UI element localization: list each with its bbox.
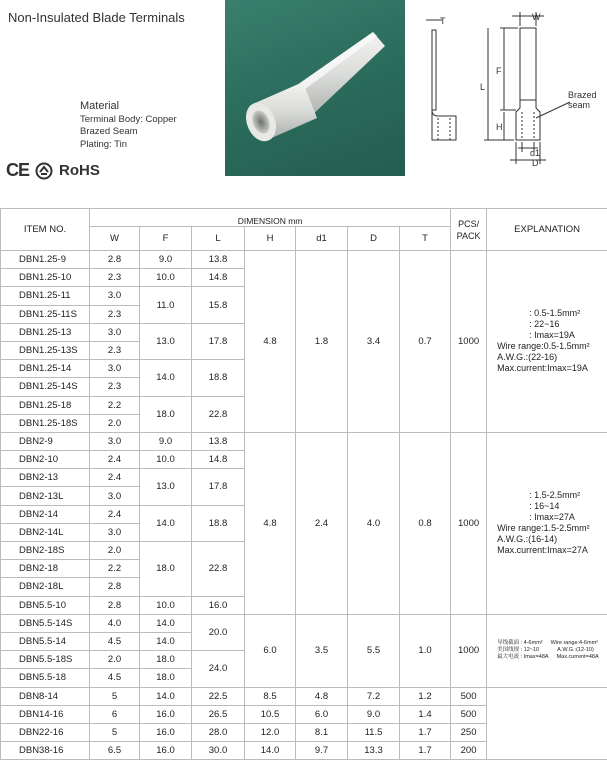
- cell-T: 1.0: [400, 614, 451, 687]
- label-T: T: [440, 16, 446, 26]
- header-pcs: PCS/ PACK: [451, 209, 487, 251]
- label-brazed: Brazed: [568, 90, 597, 100]
- cell-F: 10.0: [140, 596, 192, 614]
- cell-L: 20.0: [192, 614, 245, 650]
- item-no: DBN2-10: [1, 451, 90, 469]
- cell-explanation: 导线截面 : 4-6mm² Wire range:4-6mm² 美国线规 : 12~10 A.W.G.:(12-10) 最大电流 : Imax=48A Max.current=48A: [487, 614, 607, 687]
- cell-L: 14.8: [192, 451, 245, 469]
- cell-D: 4.0: [348, 432, 400, 614]
- cell-L: 22.8: [192, 396, 245, 432]
- label-W: W: [532, 12, 541, 22]
- label-L: L: [480, 82, 486, 92]
- cell-F: 14.0: [140, 360, 192, 396]
- item-no: DBN22-16: [1, 723, 90, 741]
- recycle-icon: [35, 162, 53, 180]
- cell-W: 6.5: [90, 742, 140, 760]
- item-no: DBN5.5-18S: [1, 651, 90, 669]
- item-no: DBN5.5-14: [1, 632, 90, 650]
- cell-W: 2.3: [90, 305, 140, 323]
- cell-H: 6.0: [245, 614, 296, 687]
- label-F: F: [496, 66, 502, 76]
- header-W: W: [90, 227, 140, 251]
- cell-F: 9.0: [140, 251, 192, 269]
- cell-pcs: 500: [451, 705, 487, 723]
- cell-H: 8.5: [245, 687, 296, 705]
- item-no: DBN1.25-13S: [1, 341, 90, 359]
- cell-D: 3.4: [348, 251, 400, 433]
- cell-W: 4.5: [90, 669, 140, 687]
- cell-pcs: 500: [451, 687, 487, 705]
- cell-L: 22.5: [192, 687, 245, 705]
- item-no: DBN1.25-10: [1, 269, 90, 287]
- item-no: DBN1.25-18S: [1, 414, 90, 432]
- table-row: [1, 687, 607, 705]
- item-no: DBN1.25-14S: [1, 378, 90, 396]
- item-no: DBN2-18: [1, 560, 90, 578]
- product-header: [0, 0, 607, 180]
- cell-pcs: 200: [451, 742, 487, 760]
- ce-mark: CE: [6, 160, 30, 180]
- table-row: [1, 432, 607, 450]
- cell-W: 6: [90, 705, 140, 723]
- cell-explanation: : 1.5-2.5mm² : 16~14 : Imax=27A Wire range:1.5-2.5mm² A.W.G.:(16-14) Max.current:Imax=27A: [487, 432, 607, 614]
- item-no: DBN14-16: [1, 705, 90, 723]
- item-no: DBN2-18L: [1, 578, 90, 596]
- cell-W: 2.2: [90, 396, 140, 414]
- cell-W: 2.8: [90, 596, 140, 614]
- header-dimension: DIMENSION mm: [90, 209, 451, 227]
- cell-F: 14.0: [140, 632, 192, 650]
- cell-d1: 2.4: [296, 432, 348, 614]
- cell-H: 14.0: [245, 742, 296, 760]
- label-d1: d1: [530, 148, 541, 158]
- cell-W: 2.4: [90, 451, 140, 469]
- cell-L: 18.8: [192, 360, 245, 396]
- material-info: [80, 100, 177, 151]
- cell-F: 13.0: [140, 323, 192, 359]
- item-no: DBN2-13: [1, 469, 90, 487]
- dimension-drawing: [412, 0, 607, 178]
- item-no: DBN2-14L: [1, 523, 90, 541]
- cell-W: 2.0: [90, 651, 140, 669]
- cell-W: 2.3: [90, 378, 140, 396]
- cell-W: 2.3: [90, 269, 140, 287]
- cell-W: 3.0: [90, 432, 140, 450]
- cell-L: 24.0: [192, 651, 245, 687]
- cell-T: 0.8: [400, 432, 451, 614]
- material-line: Brazed Seam: [80, 126, 138, 137]
- cell-pcs: 250: [451, 723, 487, 741]
- cell-H: 12.0: [245, 723, 296, 741]
- rohs-mark: RoHS: [59, 162, 100, 179]
- cell-W: 3.0: [90, 487, 140, 505]
- header-d1: d1: [296, 227, 348, 251]
- item-no: DBN2-13L: [1, 487, 90, 505]
- cell-T: 0.7: [400, 251, 451, 433]
- item-no: DBN1.25-13: [1, 323, 90, 341]
- cell-W: 4.0: [90, 614, 140, 632]
- label-D: D: [532, 158, 539, 168]
- material-line: Plating: Tin: [80, 138, 127, 150]
- cell-W: 2.3: [90, 341, 140, 359]
- cell-F: 14.0: [140, 687, 192, 705]
- cell-W: 2.0: [90, 414, 140, 432]
- header-F: F: [140, 227, 192, 251]
- page-title: Non-Insulated Blade Terminals: [8, 10, 185, 25]
- item-no: DBN1.25-18: [1, 396, 90, 414]
- cell-d1: 9.7: [296, 742, 348, 760]
- cell-L: 30.0: [192, 742, 245, 760]
- header-explanation: EXPLANATION: [487, 209, 607, 251]
- cell-L: 18.8: [192, 505, 245, 541]
- cell-pcs: 1000: [451, 614, 487, 687]
- material-line: Terminal Body: Copper: [80, 113, 177, 125]
- side-view-blade: [432, 30, 436, 110]
- item-no: DBN5.5-10: [1, 596, 90, 614]
- item-no: DBN2-18S: [1, 542, 90, 560]
- cell-L: 15.8: [192, 287, 245, 323]
- cell-L: 13.8: [192, 251, 245, 269]
- item-no: DBN38-16: [1, 742, 90, 760]
- product-photo: [225, 0, 405, 176]
- item-no: DBN5.5-14S: [1, 614, 90, 632]
- label-seam: seam: [568, 100, 591, 110]
- header-L: L: [192, 227, 245, 251]
- spec-table: [0, 208, 607, 760]
- cell-W: 4.5: [90, 632, 140, 650]
- cell-W: 2.2: [90, 560, 140, 578]
- cell-D: 9.0: [348, 705, 400, 723]
- cell-F: 16.0: [140, 742, 192, 760]
- cell-T: 1.7: [400, 742, 451, 760]
- cell-F: 18.0: [140, 651, 192, 669]
- item-no: DBN1.25-11: [1, 287, 90, 305]
- item-no: DBN8-14: [1, 687, 90, 705]
- cell-W: 2.8: [90, 251, 140, 269]
- cell-W: 2.8: [90, 578, 140, 596]
- label-H: H: [496, 122, 503, 132]
- cell-F: 18.0: [140, 669, 192, 687]
- cell-T: 1.7: [400, 723, 451, 741]
- header-D: D: [348, 227, 400, 251]
- certifications: [6, 160, 100, 181]
- item-no: DBN2-14: [1, 505, 90, 523]
- cell-W: 3.0: [90, 323, 140, 341]
- table-row: [1, 614, 607, 632]
- cell-L: 13.8: [192, 432, 245, 450]
- item-no: DBN1.25-11S: [1, 305, 90, 323]
- cell-explanation: : 0.5-1.5mm² : 22~16 : Imax=19A Wire range:0.5-1.5mm² A.W.G.:(22-16) Max.current:Imax=19A: [487, 251, 607, 433]
- cell-F: 16.0: [140, 723, 192, 741]
- cell-d1: 3.5: [296, 614, 348, 687]
- cell-D: 5.5: [348, 614, 400, 687]
- cell-W: 3.0: [90, 360, 140, 378]
- cell-D: 11.5: [348, 723, 400, 741]
- header-H: H: [245, 227, 296, 251]
- cell-F: 18.0: [140, 542, 192, 597]
- cell-F: 16.0: [140, 705, 192, 723]
- cell-F: 14.0: [140, 614, 192, 632]
- cell-T: 1.4: [400, 705, 451, 723]
- cell-H: 4.8: [245, 251, 296, 433]
- cell-L: 26.5: [192, 705, 245, 723]
- item-no: DBN5.5-18: [1, 669, 90, 687]
- cell-pcs: 1000: [451, 251, 487, 433]
- cell-F: 14.0: [140, 505, 192, 541]
- cell-d1: 1.8: [296, 251, 348, 433]
- cell-L: 17.8: [192, 469, 245, 505]
- cell-H: 4.8: [245, 432, 296, 614]
- cell-d1: 4.8: [296, 687, 348, 705]
- cell-L: 28.0: [192, 723, 245, 741]
- cell-W: 2.4: [90, 469, 140, 487]
- cell-L: 16.0: [192, 596, 245, 614]
- item-no: DBN1.25-9: [1, 251, 90, 269]
- cell-W: 5: [90, 687, 140, 705]
- material-heading: Material: [80, 100, 120, 112]
- cell-W: 3.0: [90, 287, 140, 305]
- cell-F: 13.0: [140, 469, 192, 505]
- item-no: DBN1.25-14: [1, 360, 90, 378]
- cell-explanation: [487, 687, 607, 760]
- cell-W: 2.4: [90, 505, 140, 523]
- cell-D: 13.3: [348, 742, 400, 760]
- cell-F: 10.0: [140, 269, 192, 287]
- cell-W: 5: [90, 723, 140, 741]
- item-no: DBN2-9: [1, 432, 90, 450]
- cell-W: 3.0: [90, 523, 140, 541]
- cell-d1: 8.1: [296, 723, 348, 741]
- cell-T: 1.2: [400, 687, 451, 705]
- cell-F: 9.0: [140, 432, 192, 450]
- blade-terminal-image: [225, 0, 405, 176]
- cell-W: 2.0: [90, 542, 140, 560]
- cell-pcs: 1000: [451, 432, 487, 614]
- table-row: [1, 251, 607, 269]
- cell-d1: 6.0: [296, 705, 348, 723]
- cell-F: 18.0: [140, 396, 192, 432]
- cell-L: 17.8: [192, 323, 245, 359]
- cell-F: 10.0: [140, 451, 192, 469]
- cell-L: 14.8: [192, 269, 245, 287]
- cell-D: 7.2: [348, 687, 400, 705]
- header-T: T: [400, 227, 451, 251]
- cell-L: 22.8: [192, 542, 245, 597]
- cell-F: 11.0: [140, 287, 192, 323]
- cell-H: 10.5: [245, 705, 296, 723]
- header-item: ITEM NO.: [1, 209, 90, 251]
